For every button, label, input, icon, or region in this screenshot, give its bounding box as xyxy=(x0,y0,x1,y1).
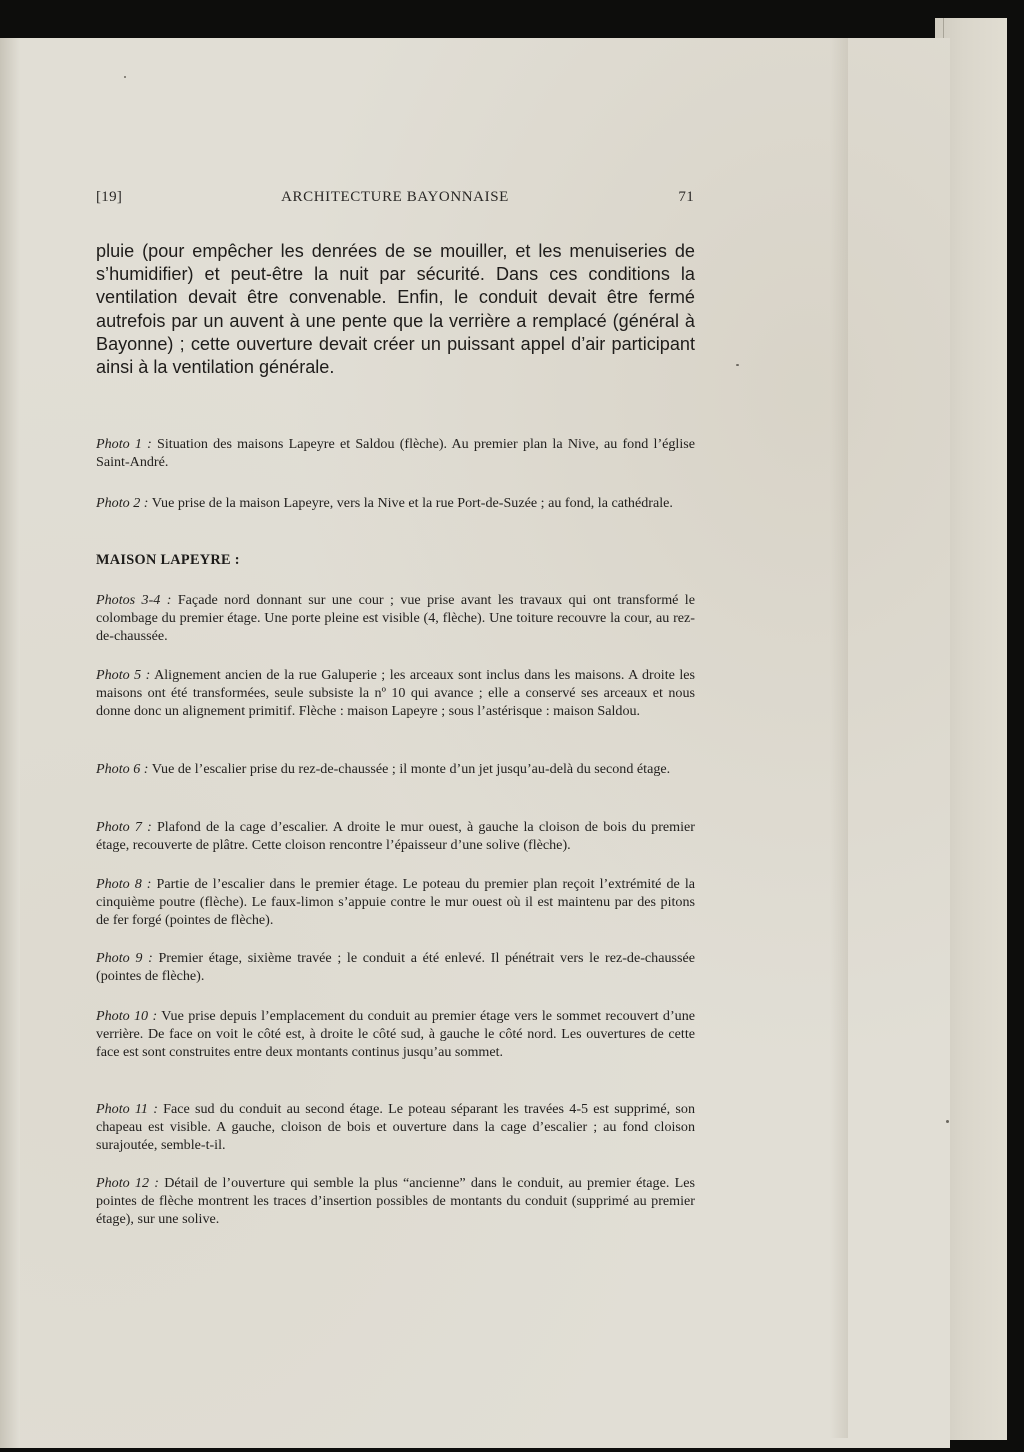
lead-paragraph: pluie (pour empêcher les denrées de se mouiller, et les menuiseries de s’humidifier) et peut-être la nuit par sécurité. Dans ces conditions la ventilation devait être convenable. Enfin, le conduit devait être fermé autrefois par un auvent à une pente que la verrière a remplacé (général à Bayonne) ; cette ouverture devait créer un puissant appel d’air participant ainsi à la ventilation générale. xyxy=(96,241,695,378)
caption-label: Photo 8 : xyxy=(96,876,152,892)
caption-text: Vue prise depuis l’emplacement du conduit au premier étage vers le sommet recouvert d’une verrière. De face on voit le côté est, à droite le côté sud, à gauche le côté nord. Les ouvertures de cette face est sont construites entre deux montants continus jusqu’au sommet. xyxy=(96,1008,696,1061)
caption-label: Photo 5 : xyxy=(96,667,151,683)
caption-label: Photos 3-4 : xyxy=(96,592,172,608)
caption-photo-6 xyxy=(96,760,695,778)
caption-text: Détail de l’ouverture qui semble la plus “ancienne” dans le conduit, au premier étage. Les pointes de flèche montrent les traces d’insertion possibles de montants du conduit (supprimé au premier étage), sur une solive. xyxy=(96,1175,695,1228)
caption-photo-7 xyxy=(96,818,695,854)
caption-text: Façade nord donnant sur une cour ; vue prise avant les travaux qui ont transformé le colombage du premier étage. Une porte pleine est visible (4, flèche). Une toiture recouvre la cour, au rez-de-chaussée. xyxy=(96,592,695,645)
caption-photo-12 xyxy=(96,1174,695,1228)
caption-text: Vue de l’escalier prise du rez-de-chaussée ; il monte d’un jet jusqu’au-delà du second étage. xyxy=(148,761,671,777)
running-header xyxy=(96,189,694,211)
caption-text: Vue prise de la maison Lapeyre, vers la Nive et la rue Port-de-Suzée ; au fond, la cathédrale. xyxy=(148,495,673,511)
caption-text: Face sud du conduit au second étage. Le poteau séparant les travées 4-5 est supprimé, son chapeau est visible. A gauche, cloison de bois et ouverture dans la cage d’escalier ; au fond cloison surajoutée, semble-t-il. xyxy=(96,1101,695,1154)
caption-photo-11 xyxy=(96,1100,695,1154)
caption-text: Situation des maisons Lapeyre et Saldou (flèche). Au premier plan la Nive, au fond l’église Saint-André. xyxy=(96,436,696,471)
section-heading: MAISON LAPEYRE : xyxy=(96,552,240,568)
caption-photo-5 xyxy=(96,666,695,720)
caption-photo-8 xyxy=(96,875,695,929)
paper-speck xyxy=(736,364,739,366)
caption-label: Photo 2 : xyxy=(96,495,149,511)
caption-text: Premier étage, sixième travée ; le conduit a été enlevé. Il pénétrait vers le rez-de-chaussée (pointes de flèche). xyxy=(96,950,696,985)
paper-speck xyxy=(946,1120,949,1123)
caption-text: Alignement ancien de la rue Galuperie ; les arceaux sont inclus dans les maisons. A droite les maisons ont été transformées, seule subsiste la nº 10 qui avance ; elle a conservé ses arceaux et nous donne donc un alignement primitif. Flèche : maison Lapeyre ; sous l’astérisque : maison Saldou. xyxy=(96,667,696,720)
caption-text: Partie de l’escalier dans le premier étage. Le poteau du premier plan reçoit l’extrémité de la cinquième poutre (flèche). Le faux-limon s’appuie contre le mur ouest où il est maintenu par des pitons de fer forgé (pointes de flèche). xyxy=(96,876,695,929)
caption-text: Plafond de la cage d’escalier. A droite le mur ouest, à gauche la cloison de bois du premier étage, recouverte de plâtre. Cette cloison rencontre l’épaisseur d’une solive (flèche). xyxy=(96,819,695,854)
caption-label: Photo 1 : xyxy=(96,436,152,452)
caption-photo-10 xyxy=(96,1007,695,1061)
caption-label: Photo 7 : xyxy=(96,819,152,835)
caption-label: Photo 10 : xyxy=(96,1008,158,1024)
header-title: ARCHITECTURE BAYONNAISE xyxy=(281,189,509,205)
paper-speck xyxy=(124,76,126,78)
caption-label: Photo 6 : xyxy=(96,761,149,777)
caption-photo-2 xyxy=(96,494,695,512)
caption-label: Photo 9 : xyxy=(96,950,153,966)
caption-photo-1 xyxy=(96,435,695,471)
caption-label: Photo 12 : xyxy=(96,1175,159,1191)
caption-photos-3-4 xyxy=(96,591,695,645)
page-fold-shadow xyxy=(830,38,848,1438)
caption-photo-9 xyxy=(96,949,695,985)
header-section-number: [19] xyxy=(96,189,123,205)
caption-label: Photo 11 : xyxy=(96,1101,158,1117)
page-number: 71 xyxy=(678,189,694,205)
